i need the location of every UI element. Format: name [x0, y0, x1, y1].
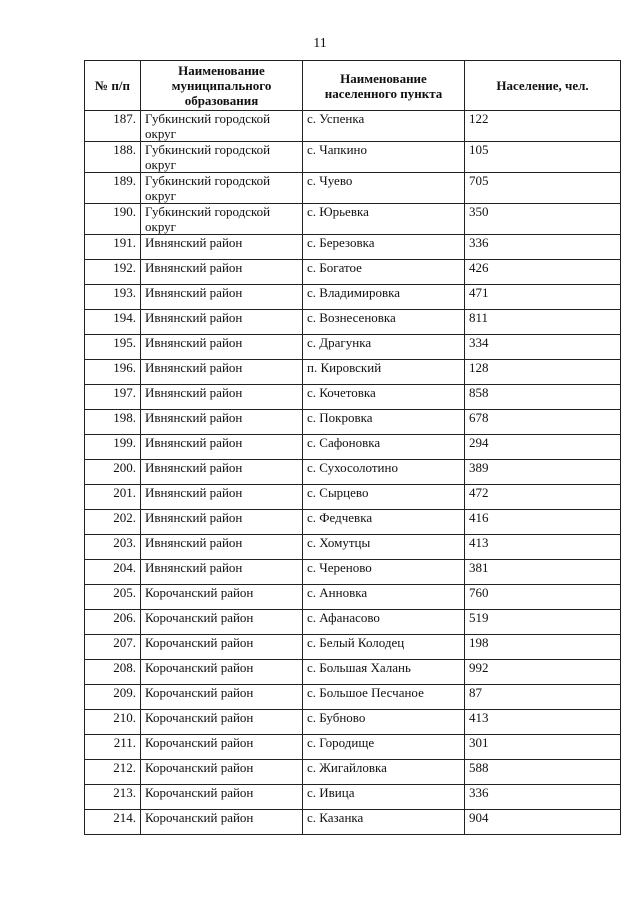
table-row [85, 560, 621, 585]
row-number: 214. [85, 810, 141, 835]
settlement-cell: с. Афанасово [303, 610, 465, 635]
table-row [85, 810, 621, 835]
row-number: 212. [85, 760, 141, 785]
municipality-cell: Ивнянский район [141, 385, 303, 410]
table-row [85, 635, 621, 660]
settlement-cell: с. Казанка [303, 810, 465, 835]
population-cell: 858 [465, 385, 621, 410]
settlement-cell: с. Чуево [303, 173, 465, 204]
table-row [85, 785, 621, 810]
settlement-cell: с. Драгунка [303, 335, 465, 360]
municipality-cell: Губкинский городской округ [141, 142, 303, 173]
municipality-cell: Ивнянский район [141, 310, 303, 335]
population-cell: 301 [465, 735, 621, 760]
settlements-table [84, 60, 621, 835]
row-number: 203. [85, 535, 141, 560]
municipality-cell: Корочанский район [141, 785, 303, 810]
municipality-cell: Ивнянский район [141, 360, 303, 385]
row-number: 192. [85, 260, 141, 285]
row-number: 200. [85, 460, 141, 485]
population-cell: 416 [465, 510, 621, 535]
municipality-cell: Корочанский район [141, 735, 303, 760]
municipality-cell: Ивнянский район [141, 460, 303, 485]
row-number: 193. [85, 285, 141, 310]
row-number: 190. [85, 204, 141, 235]
table-row [85, 285, 621, 310]
row-number: 197. [85, 385, 141, 410]
header-number: № п/п [85, 61, 141, 111]
row-number: 207. [85, 635, 141, 660]
row-number: 191. [85, 235, 141, 260]
table-row [85, 260, 621, 285]
municipality-cell: Корочанский район [141, 660, 303, 685]
population-cell: 336 [465, 235, 621, 260]
table-row [85, 710, 621, 735]
population-cell: 87 [465, 685, 621, 710]
table-row [85, 485, 621, 510]
population-cell: 992 [465, 660, 621, 685]
municipality-cell: Ивнянский район [141, 285, 303, 310]
table-row [85, 585, 621, 610]
row-number: 188. [85, 142, 141, 173]
municipality-cell: Ивнянский район [141, 485, 303, 510]
municipality-cell: Ивнянский район [141, 260, 303, 285]
row-number: 213. [85, 785, 141, 810]
population-cell: 588 [465, 760, 621, 785]
population-cell: 519 [465, 610, 621, 635]
settlement-cell: с. Городище [303, 735, 465, 760]
row-number: 206. [85, 610, 141, 635]
table-row [85, 360, 621, 385]
population-cell: 389 [465, 460, 621, 485]
municipality-cell: Корочанский район [141, 710, 303, 735]
table-row [85, 435, 621, 460]
municipality-cell: Корочанский район [141, 760, 303, 785]
row-number: 187. [85, 111, 141, 142]
population-cell: 350 [465, 204, 621, 235]
table-row [85, 685, 621, 710]
municipality-cell: Ивнянский район [141, 560, 303, 585]
settlement-cell: с. Юрьевка [303, 204, 465, 235]
population-cell: 381 [465, 560, 621, 585]
page-number: 11 [313, 36, 327, 51]
row-number: 209. [85, 685, 141, 710]
header-population: Население, чел. [465, 61, 621, 111]
settlement-cell: с. Череново [303, 560, 465, 585]
population-cell: 678 [465, 410, 621, 435]
table-row [85, 204, 621, 235]
population-cell: 904 [465, 810, 621, 835]
municipality-cell: Ивнянский район [141, 535, 303, 560]
population-cell: 472 [465, 485, 621, 510]
row-number: 199. [85, 435, 141, 460]
population-cell: 811 [465, 310, 621, 335]
settlement-cell: с. Белый Колодец [303, 635, 465, 660]
settlement-cell: с. Сафоновка [303, 435, 465, 460]
row-number: 196. [85, 360, 141, 385]
table-row [85, 535, 621, 560]
table-row [85, 735, 621, 760]
municipality-cell: Губкинский городской округ [141, 173, 303, 204]
settlement-cell: с. Богатое [303, 260, 465, 285]
municipality-cell: Ивнянский район [141, 235, 303, 260]
row-number: 198. [85, 410, 141, 435]
population-cell: 122 [465, 111, 621, 142]
settlement-cell: с. Успенка [303, 111, 465, 142]
municipality-cell: Корочанский район [141, 585, 303, 610]
table-row [85, 310, 621, 335]
table-row [85, 335, 621, 360]
municipality-cell: Ивнянский район [141, 510, 303, 535]
settlement-cell: с. Большое Песчаное [303, 685, 465, 710]
row-number: 195. [85, 335, 141, 360]
population-cell: 105 [465, 142, 621, 173]
municipality-cell: Губкинский городской округ [141, 111, 303, 142]
row-number: 201. [85, 485, 141, 510]
header-settlement: Наименование населенного пункта [303, 61, 465, 111]
population-cell: 413 [465, 710, 621, 735]
population-cell: 471 [465, 285, 621, 310]
row-number: 211. [85, 735, 141, 760]
population-cell: 128 [465, 360, 621, 385]
settlement-cell: с. Хомутцы [303, 535, 465, 560]
municipality-cell: Ивнянский район [141, 335, 303, 360]
municipality-cell: Ивнянский район [141, 410, 303, 435]
row-number: 210. [85, 710, 141, 735]
settlement-cell: с. Березовка [303, 235, 465, 260]
settlement-cell: с. Большая Халань [303, 660, 465, 685]
table-row [85, 610, 621, 635]
settlement-cell: с. Сырцево [303, 485, 465, 510]
row-number: 208. [85, 660, 141, 685]
municipality-cell: Корочанский район [141, 685, 303, 710]
settlement-cell: с. Жигайловка [303, 760, 465, 785]
row-number: 205. [85, 585, 141, 610]
table-row [85, 173, 621, 204]
settlement-cell: с. Чапкино [303, 142, 465, 173]
settlement-cell: с. Вознесеновка [303, 310, 465, 335]
table-header-row [85, 61, 621, 111]
row-number: 202. [85, 510, 141, 535]
table-row [85, 660, 621, 685]
settlement-cell: с. Ивица [303, 785, 465, 810]
table-row [85, 235, 621, 260]
settlement-cell: с. Федчевка [303, 510, 465, 535]
settlement-cell: с. Сухосолотино [303, 460, 465, 485]
settlement-cell: с. Анновка [303, 585, 465, 610]
header-municipality: Наименование муниципального образования [141, 61, 303, 111]
population-cell: 198 [465, 635, 621, 660]
municipality-cell: Губкинский городской округ [141, 204, 303, 235]
table-row [85, 410, 621, 435]
population-cell: 413 [465, 535, 621, 560]
settlement-cell: п. Кировский [303, 360, 465, 385]
table-row [85, 142, 621, 173]
population-cell: 760 [465, 585, 621, 610]
table-row [85, 760, 621, 785]
table-row [85, 111, 621, 142]
population-cell: 334 [465, 335, 621, 360]
population-cell: 336 [465, 785, 621, 810]
municipality-cell: Ивнянский район [141, 435, 303, 460]
population-cell: 705 [465, 173, 621, 204]
row-number: 204. [85, 560, 141, 585]
municipality-cell: Корочанский район [141, 810, 303, 835]
settlement-cell: с. Покровка [303, 410, 465, 435]
table-row [85, 460, 621, 485]
table-row [85, 385, 621, 410]
municipality-cell: Корочанский район [141, 610, 303, 635]
population-cell: 294 [465, 435, 621, 460]
settlement-cell: с. Кочетовка [303, 385, 465, 410]
municipality-cell: Корочанский район [141, 635, 303, 660]
settlement-cell: с. Владимировка [303, 285, 465, 310]
settlement-cell: с. Бубново [303, 710, 465, 735]
table-row [85, 510, 621, 535]
row-number: 194. [85, 310, 141, 335]
row-number: 189. [85, 173, 141, 204]
population-cell: 426 [465, 260, 621, 285]
